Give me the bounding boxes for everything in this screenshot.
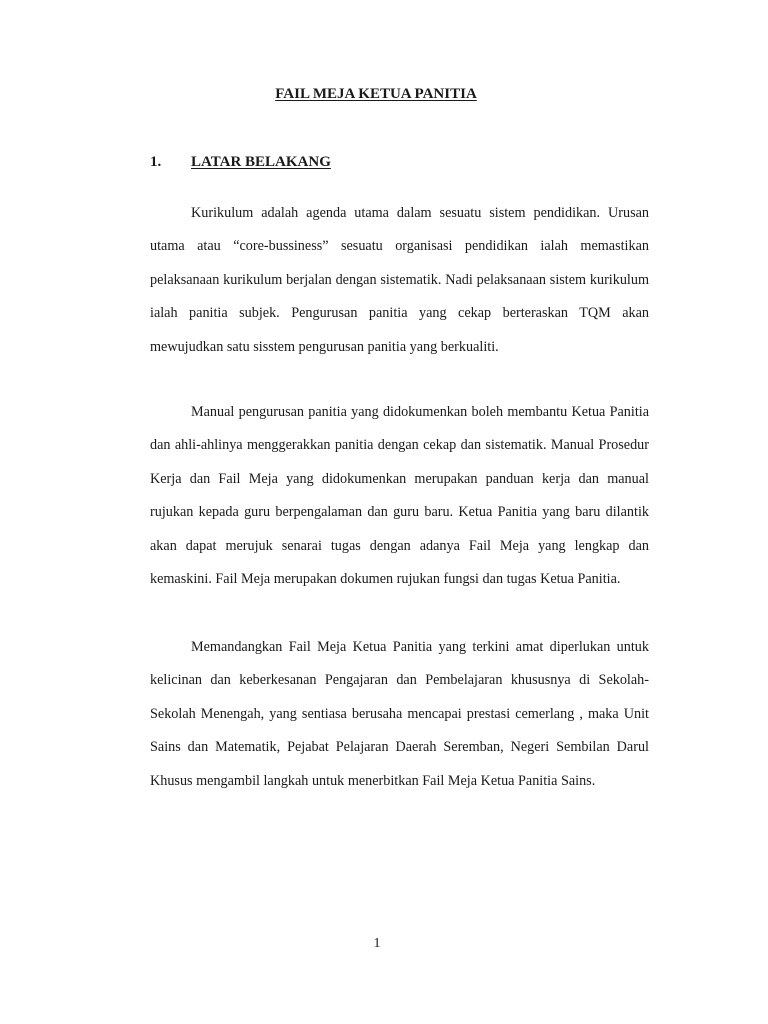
paragraph: Memandangkan Fail Meja Ketua Panitia yang terkini amat diperlukan untuk kelicinan dan keberkesanan Pengajaran dan Pembelajaran khususnya di Sekolah-Sekolah Menengah, yang sentiasa berusaha mencapai prestasi cemerlang , maka Unit Sains dan Matematik, Pejabat Pelajaran Daerah Seremban, Negeri Sembilan Darul Khusus mengambil langkah untuk menerbitkan Fail Meja Ketua Panitia Sains.: [150, 639, 649, 789]
page-number: 1: [373, 936, 381, 951]
section-heading-label: LATAR BELAKANG: [191, 154, 331, 170]
paragraph: Manual pengurusan panitia yang didokumenkan boleh membantu Ketua Panitia dan ahli-ahlinya menggerakkan panitia dengan cekap dan sistematik. Manual Prosedur Kerja dan Fail Meja yang didokumenkan merupakan panduan kerja dan manual rujukan kepada guru berpengalaman dan guru baru. Ketua Panitia yang baru dilantik akan dapat merujuk senarai tugas dengan adanya Fail Meja yang lengkap dan kemaskini. Fail Meja merupakan dokumen rujukan fungsi dan tugas Ketua Panitia.: [150, 404, 649, 588]
section-heading: [150, 154, 331, 171]
document-title: FAIL MEJA KETUA PANITIA: [275, 86, 477, 102]
section-number: 1.: [150, 154, 162, 170]
paragraph: Kurikulum adalah agenda utama dalam sesuatu sistem pendidikan. Urusan utama atau “core-bussiness” sesuatu organisasi pendidikan ialah memastikan pelaksanaan kurikulum berjalan dengan sistematik. Nadi pelaksanaan sistem kurikulum ialah panitia subjek. Pengurusan panitia yang cekap berteraskan TQM akan mewujudkan satu sisstem pengurusan panitia yang berkualiti.: [150, 205, 649, 355]
